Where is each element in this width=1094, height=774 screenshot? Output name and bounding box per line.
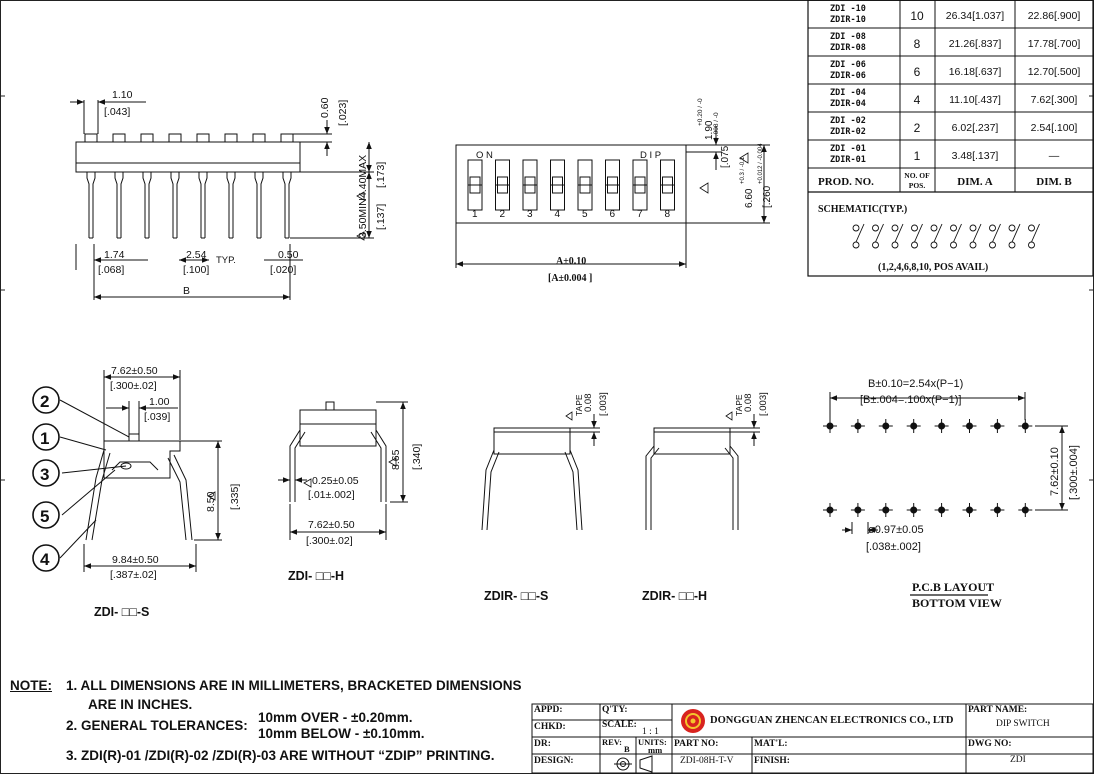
- front-pin: [283, 172, 291, 238]
- dim-pitch: 2.54: [186, 249, 207, 261]
- schematic-contact-bottom: [912, 242, 918, 248]
- dim-190: 1.90: [704, 120, 715, 140]
- table-dim-b: 17.78[.700]: [1027, 38, 1081, 50]
- front-actuator: [141, 134, 153, 142]
- pcb-dim-side: 7.62±0.10: [1049, 447, 1061, 496]
- front-view-labels: [98, 89, 387, 297]
- front-pins: [87, 172, 291, 238]
- switch-numbers: [472, 209, 671, 220]
- table-header-b: DIM. B: [1036, 176, 1072, 188]
- pcb-hole: [990, 503, 1004, 517]
- zdir-s-labels: [484, 392, 609, 603]
- tb-rev-val: B: [624, 744, 630, 754]
- schematic-note: (1,2,4,6,8,10, POS AVAIL): [878, 262, 989, 273]
- schematic-contact-top: [892, 225, 898, 231]
- side-s-dim-act-in: [.039]: [144, 411, 171, 423]
- tb-design: DESIGN:: [534, 756, 574, 766]
- svg-text:4: 4: [40, 550, 50, 569]
- table-pos: 6: [913, 65, 921, 79]
- table-dim-b: 22.86[.900]: [1027, 10, 1081, 22]
- svg-text:1: 1: [40, 429, 50, 448]
- label-zdi-h: ZDI- □□-H: [288, 569, 345, 583]
- switch-number: 5: [582, 209, 588, 220]
- schematic-contact-bottom: [892, 242, 898, 248]
- side-s-dim-base-in: [.387±.02]: [110, 569, 157, 581]
- table-prod-zdir: ZDIR-08: [830, 43, 866, 53]
- tb-part-name-val: DIP SWITCH: [996, 719, 1050, 729]
- front-actuator: [197, 134, 209, 142]
- label-zdir-h: ZDIR- □□-H: [642, 589, 708, 603]
- table-dim-b: 12.70[.500]: [1027, 66, 1081, 78]
- front-actuator: [113, 134, 125, 142]
- svg-text:2: 2: [40, 392, 50, 411]
- front-actuator: [225, 134, 237, 142]
- side-h-dim-w: 7.62±0.50: [308, 519, 355, 531]
- dim-height-top: 0.60: [319, 97, 331, 118]
- front-pin: [115, 172, 123, 238]
- pcb-hole: [851, 503, 865, 517]
- label-zdir-s: ZDIR- □□-S: [484, 589, 549, 603]
- pcb-dim-side-in: [.300±.004]: [1068, 445, 1080, 500]
- table-row: [830, 116, 1077, 137]
- label-zdi-s: ZDI- □□-S: [94, 605, 150, 619]
- pcb-layout: [823, 392, 1068, 595]
- table-dim-a: 6.02[.237]: [951, 122, 999, 134]
- pcb-title: P.C.B LAYOUT: [912, 580, 995, 594]
- switch-number: 7: [637, 209, 643, 220]
- schematic-contact-top: [951, 225, 957, 231]
- schematic-switch-arm: [895, 224, 903, 242]
- dim-body-h-in: [.173]: [375, 161, 387, 188]
- pcb-hole: [935, 419, 949, 433]
- schematic-contact-bottom: [853, 242, 859, 248]
- note-2c: 10mm BELOW - ±0.10mm.: [258, 726, 425, 741]
- dim-pitch-top: 1.10: [112, 89, 133, 101]
- switch-number: 6: [609, 209, 616, 220]
- table-pos: 4: [913, 93, 921, 107]
- table-pos: 10: [910, 9, 924, 23]
- side-h-dim-w-in: [.300±.02]: [306, 535, 353, 547]
- dim-pin-min: 3.50MIN: [357, 198, 369, 238]
- schematic-contact-top: [970, 225, 976, 231]
- schematic-switch-arm: [1032, 224, 1040, 242]
- schematic-contact-bottom: [970, 242, 976, 248]
- tb-units-val: mm: [648, 745, 663, 755]
- dim-pitch-suffix: TYP.: [216, 255, 236, 266]
- side-view-s: [33, 370, 222, 572]
- schematic-contact-top: [853, 225, 859, 231]
- front-pin: [255, 172, 263, 238]
- table-row: [830, 88, 1077, 109]
- side-s-dim-h: 8.50: [205, 491, 217, 512]
- schematic-contact-top: [912, 225, 918, 231]
- switch-number: 3: [527, 209, 533, 220]
- note-2a: 2. GENERAL TOLERANCES:: [66, 718, 248, 733]
- schematic-switch-arm: [876, 224, 884, 242]
- pcb-dim-top-in: [B±.004=.100x(P−1)]: [860, 394, 962, 406]
- schematic-switch-arm: [993, 224, 1001, 242]
- table-prod-zdi: ZDI -06: [830, 60, 866, 70]
- pcb-hole: [851, 419, 865, 433]
- table-pos: 2: [913, 121, 921, 135]
- schematic-switch-arm: [973, 224, 981, 242]
- table-prod-zdir: ZDIR-06: [830, 71, 866, 81]
- svg-text:[.003]: [.003]: [758, 392, 769, 416]
- table-row: [830, 60, 1080, 81]
- schematic-contact-bottom: [1009, 242, 1015, 248]
- front-pin: [143, 172, 151, 238]
- schematic-switch-arm: [934, 224, 942, 242]
- tb-part-name: PART NAME:: [968, 705, 1028, 715]
- table-dim-a: 21.26[.837]: [948, 38, 1002, 50]
- side-h-dim-t-in: [.01±.002]: [308, 489, 355, 501]
- dim-a: A±0.10: [556, 256, 587, 267]
- spec-table: [808, 0, 1093, 276]
- pcb-hole: [935, 503, 949, 517]
- dim-pin-w: 0.50: [278, 249, 299, 261]
- schematic-contact-top: [1009, 225, 1015, 231]
- dim-b: B: [183, 285, 191, 297]
- svg-text:TAPE: TAPE: [574, 394, 584, 416]
- on-label: O N: [476, 150, 493, 161]
- schematic-contact-top: [931, 225, 937, 231]
- schematic-switches: [853, 224, 1040, 248]
- schematic-contact-bottom: [990, 242, 996, 248]
- front-actuator: [281, 134, 293, 142]
- pcb-subtitle: BOTTOM VIEW: [912, 596, 1002, 610]
- pcb-hole: [879, 419, 893, 433]
- svg-text:0.08: 0.08: [743, 393, 754, 412]
- note-3: 3. ZDI(R)-01 /ZDI(R)-02 /ZDI(R)-03 ARE WITHOUT “ZDIP” PRINTING.: [66, 748, 495, 763]
- pcb-hole: [823, 419, 837, 433]
- svg-text:5: 5: [40, 507, 50, 526]
- pcb-dim-hole-in: [.038±.002]: [866, 541, 921, 553]
- schematic-contact-top: [990, 225, 996, 231]
- pcb-hole: [1018, 503, 1032, 517]
- table-row: [830, 32, 1080, 53]
- schematic-contact-bottom: [1029, 242, 1035, 248]
- tb-qty: Q'TY:: [602, 705, 628, 715]
- front-pin: [171, 172, 179, 238]
- schematic-switch-arm: [954, 224, 962, 242]
- table-row: [830, 144, 1060, 165]
- dim-height-top-in: [.023]: [337, 99, 349, 126]
- front-pin: [87, 172, 95, 238]
- pcb-hole: [963, 419, 977, 433]
- table-header-pos-2: POS.: [908, 181, 926, 190]
- schematic-contact-top: [1029, 225, 1035, 231]
- table-dim-b: —: [1048, 150, 1060, 162]
- pcb-holes: [823, 419, 1032, 517]
- side-view-s-labels: [40, 365, 241, 619]
- table-header-pos: NO. OF: [904, 171, 930, 180]
- table-prod-zdir: ZDIR-01: [830, 155, 866, 165]
- note-1b: ARE IN INCHES.: [88, 697, 193, 712]
- tb-rev: REV:: [602, 737, 622, 747]
- front-pin: [199, 172, 207, 238]
- notes-heading: NOTE:: [10, 678, 52, 693]
- table-header-a: DIM. A: [957, 176, 993, 188]
- pcb-hole: [879, 503, 893, 517]
- dim-pin-min-in: [.137]: [375, 203, 387, 230]
- svg-text:[.003]: [.003]: [598, 392, 609, 416]
- pcb-hole: [963, 503, 977, 517]
- company-logo: [681, 709, 705, 733]
- dim-075: [.075: [720, 145, 731, 168]
- pcb-dim-hole: ø0.97±0.05: [868, 524, 924, 536]
- table-dim-b: 2.54[.100]: [1030, 122, 1078, 134]
- tb-dwg-no: DWG NO:: [968, 739, 1012, 749]
- tb-part-no-val: ZDI-08H-T-V: [680, 756, 734, 766]
- table-row: [830, 4, 1080, 25]
- tb-company: DONGGUAN ZHENCAN ELECTRONICS CO., LTD: [710, 715, 954, 726]
- table-pos: 1: [913, 149, 921, 163]
- dim-260: [.260: [762, 185, 773, 208]
- dim-pitch-top-in: [.043]: [104, 106, 131, 118]
- schematic-contact-bottom: [931, 242, 937, 248]
- schematic-contact-bottom: [873, 242, 879, 248]
- table-prod-zdi: ZDI -02: [830, 116, 866, 126]
- side-s-dim-base: 9.84±0.50: [112, 554, 159, 566]
- tb-dwg-no-val: ZDI: [1010, 755, 1026, 765]
- zdir-s-view: [482, 412, 600, 530]
- svg-text:TAPE: TAPE: [734, 394, 744, 416]
- table-prod-zdi: ZDI -04: [830, 88, 866, 98]
- dim-edge-in: [.068]: [98, 264, 125, 276]
- pcb-hole: [907, 419, 921, 433]
- zdir-h-labels: [642, 392, 769, 603]
- top-view-labels: [472, 98, 773, 284]
- schematic-switch-arm: [856, 224, 864, 242]
- front-body: [76, 142, 300, 172]
- table-prod-zdi: ZDI -10: [830, 4, 866, 14]
- table-dim-a: 26.34[1.037]: [945, 10, 1005, 22]
- table-prod-zdir: ZDIR-02: [830, 127, 866, 137]
- dim-075-tol: +.008 / -0: [713, 112, 720, 140]
- dim-pitch-in: [.100]: [183, 264, 210, 276]
- pcb-hole: [823, 503, 837, 517]
- table-pos: 8: [913, 37, 921, 51]
- tb-appd: APPD:: [534, 705, 563, 715]
- switch-number: 4: [554, 209, 561, 220]
- pcb-hole: [1018, 419, 1032, 433]
- dip-label: D I P: [640, 150, 662, 161]
- svg-text:3: 3: [40, 465, 50, 484]
- note-1a: 1. ALL DIMENSIONS ARE IN MILLIMETERS, BRACKETED DIMENSIONS: [66, 678, 522, 693]
- front-actuators: [85, 134, 293, 142]
- tb-finish: FINISH:: [754, 756, 790, 766]
- table-dim-a: 11.10[.437]: [949, 94, 1001, 106]
- top-switch-slots: [468, 160, 675, 210]
- side-h-dim-t: 0.25±0.05: [312, 475, 359, 487]
- tb-scale-val: 1 : 1: [642, 727, 659, 737]
- table-prod-zdi: ZDI -08: [830, 32, 866, 42]
- dim-190-tol: +0.20 / -0: [697, 98, 704, 126]
- front-pin: [227, 172, 235, 238]
- switch-number: 2: [499, 209, 506, 220]
- svg-text:0.08: 0.08: [583, 393, 594, 412]
- table-header-prod: PROD. NO.: [818, 176, 874, 188]
- schematic-title: SCHEMATIC(TYP.): [818, 204, 908, 215]
- tb-part-no: PART NO:: [674, 739, 719, 749]
- side-s-dim-act: 1.00: [149, 396, 170, 408]
- dim-a-in: [A±0.004 ]: [548, 273, 593, 284]
- tb-scale: SCALE:: [602, 720, 637, 730]
- side-s-dim-w-in: [.300±.02]: [110, 380, 157, 392]
- front-actuator: [169, 134, 181, 142]
- table-dim-a: 3.48[.137]: [951, 150, 999, 162]
- schematic-switch-arm: [915, 224, 923, 242]
- dim-260-tol: +0.012 / -0.004: [758, 143, 764, 184]
- side-s-dim-h-in: [.335]: [229, 483, 241, 510]
- tb-chkd: CHKD:: [534, 722, 566, 732]
- side-s-dim-w: 7.62±0.50: [111, 365, 158, 377]
- front-actuator: [253, 134, 265, 142]
- pcb-labels: [860, 378, 1080, 610]
- schematic-contact-bottom: [951, 242, 957, 248]
- pcb-dim-top: B±0.10=2.54x(P−1): [868, 378, 964, 390]
- note-2b: 10mm OVER - ±0.20mm.: [258, 710, 413, 725]
- pcb-hole: [990, 419, 1004, 433]
- side-h-dim-h: 8.65: [390, 449, 402, 470]
- tb-matl: MAT'L:: [754, 739, 788, 749]
- dim-pin-w-in: [.020]: [270, 264, 297, 276]
- tb-dr: DR:: [534, 739, 551, 749]
- dim-body-h: 4.40MAX: [357, 154, 369, 198]
- table-prod-zdi: ZDI -01: [830, 144, 866, 154]
- tb-units: UNITS:: [638, 737, 667, 747]
- front-actuator: [85, 134, 97, 142]
- zdir-h-view: [646, 412, 760, 530]
- dim-edge: 1.74: [104, 249, 125, 261]
- switch-number: 1: [472, 209, 478, 220]
- table-dim-b: 7.62[.300]: [1030, 94, 1078, 106]
- schematic-switch-arm: [1012, 224, 1020, 242]
- table-prod-zdir: ZDIR-04: [830, 99, 866, 109]
- schematic-contact-top: [873, 225, 879, 231]
- side-h-dim-h-in: [.340]: [411, 443, 423, 470]
- table-dim-a: 16.18[.637]: [948, 66, 1002, 78]
- dim-660: 6.60: [744, 188, 755, 208]
- pcb-hole: [907, 503, 921, 517]
- switch-number: 8: [664, 209, 671, 220]
- table-prod-zdir: ZDIR-10: [830, 15, 866, 25]
- dim-660-tol: +0.3 / -0.1: [740, 156, 746, 184]
